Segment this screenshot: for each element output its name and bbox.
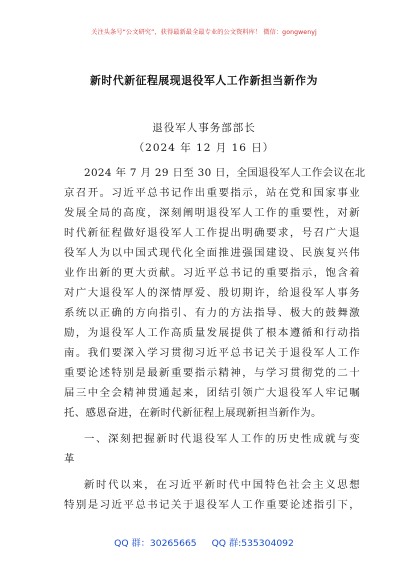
document-title: 新时代新征程展现退役军人工作新担当新作为 [90,74,318,87]
paragraph-1-line-1: 2024 年 7 月 29 日至 30 日，全国退役军人工作会议在北 [84,167,366,179]
paragraph-1-line-3: 发展全局的高度，深刻阐明退役军人工作的重要性，对新 [64,207,360,219]
date-line: （2024 年 12 月 16 日） [133,142,275,154]
paragraph-1-line-8: 系统以正确的方向指引、有力的方法指导、极大的鼓舞激 [64,307,360,319]
footer-qq-group-1: QQ 群：30265665 [114,538,197,549]
paragraph-1-line-5: 役军人为以中国式现代化全面推进强国建设、民族复兴伟 [64,247,360,259]
section-heading-1-line-2: 革 [64,453,75,465]
footer-qq-group-2: QQ 群:535304092 [211,538,294,549]
paragraph-3-line-1: 新时代以来，在习近平新时代中国特色社会主义思想 [84,479,360,491]
footer-qq-groups [0,535,408,549]
paragraph-1-line-7: 对广大退役军人的深情厚爱、殷切期许，给退役军人事务 [64,287,360,299]
header-note: 关注头条号“公文研究”，获得最新最全最专业的公文资料库！ 微信：gongwenyj [91,29,317,36]
paragraph-1-line-9: 励，为退役军人工作高质量发展提供了根本遵循和行动指 [64,327,360,339]
paragraph-1-line-10: 南。我们要深入学习贯彻习近平总书记关于退役军人工作 [64,347,360,359]
author-line: 退役军人事务部部长 [152,122,256,134]
section-heading-1-line-1: 一、深刻把握新时代退役军人工作的历史性成就与变 [84,433,360,445]
paragraph-1-line-6: 业作出新的更大贡献。习近平总书记的重要指示，饱含着 [64,267,360,279]
paragraph-1-line-4: 时代新征程做好退役军人工作提出明确要求，号召广大退 [64,227,360,239]
paragraph-1-line-2: 京召开。习近平总书记作出重要指示，站在党和国家事业 [64,187,360,199]
paragraph-1-line-12: 届三中全会精神贯通起来，团结引领广大退役军人牢记嘱 [64,387,360,399]
paragraph-1-line-13: 托、感恩奋进，在新时代新征程上展现新担当新作为。 [64,407,322,419]
paragraph-1-line-11: 重要论述特别是最新重要指示精神，与学习贯彻党的二十 [64,367,360,379]
paragraph-3-line-2: 特别是习近平总书记关于退役军人工作重要论述指引下， [64,499,360,511]
